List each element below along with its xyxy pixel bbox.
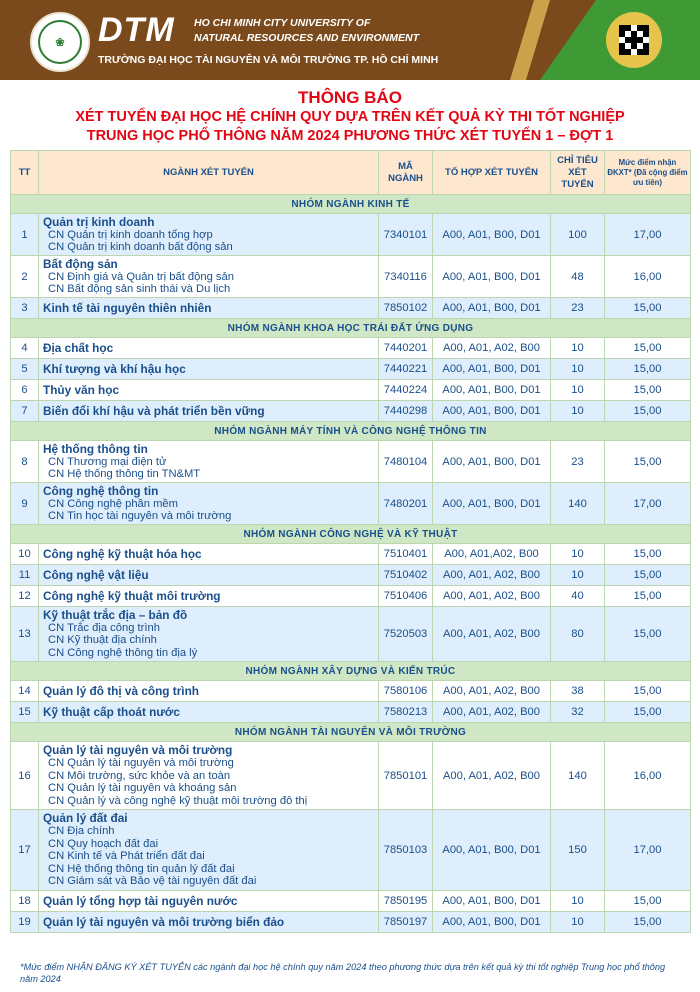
- table-row: [11, 742, 691, 810]
- min-score: 15,00: [605, 565, 691, 586]
- major-name: Kỹ thuật cấp thoát nước: [43, 704, 180, 719]
- specialization: CN Định giá và Quản trị bất động sản: [48, 270, 234, 283]
- major-cell: [39, 891, 379, 912]
- specialization: CN Quy hoạch đất đai: [48, 837, 159, 850]
- subject-combo: A00, A01, A02, B00: [433, 742, 551, 810]
- group-header-row: [11, 195, 691, 214]
- subject-combo: A00, A01, A02, B00: [433, 607, 551, 662]
- min-score: 15,00: [605, 702, 691, 723]
- major-code: 7850101: [379, 742, 433, 810]
- min-score: 15,00: [605, 401, 691, 422]
- table-row: [11, 681, 691, 702]
- table-row: [11, 702, 691, 723]
- major-cell: [39, 912, 379, 933]
- group-header-row: [11, 525, 691, 544]
- major-code: 7850197: [379, 912, 433, 933]
- major-code: 7510402: [379, 565, 433, 586]
- min-score: 15,00: [605, 359, 691, 380]
- major-code: 7510401: [379, 544, 433, 565]
- quota: 10: [551, 401, 605, 422]
- quota: 10: [551, 565, 605, 586]
- major-name: Quản lý đô thị và công trình: [43, 683, 199, 698]
- min-score: 17,00: [605, 483, 691, 525]
- table-row: [11, 441, 691, 483]
- major-code: 7580213: [379, 702, 433, 723]
- group-header-row: [11, 723, 691, 742]
- row-number: 11: [11, 565, 39, 586]
- university-name-en: [194, 16, 419, 46]
- subject-combo: A00, A01,A02, B00: [433, 544, 551, 565]
- specialization: CN Thương mại điện tử: [48, 455, 167, 468]
- row-number: 12: [11, 586, 39, 607]
- min-score: 15,00: [605, 380, 691, 401]
- major-code: 7440298: [379, 401, 433, 422]
- specialization: CN Quản lý tài nguyên và khoáng sản: [48, 782, 237, 794]
- min-score: 15,00: [605, 544, 691, 565]
- subject-combo: A00, A01, B00, D01: [433, 380, 551, 401]
- major-code: 7510406: [379, 586, 433, 607]
- min-score: 15,00: [605, 891, 691, 912]
- major-code: 7480201: [379, 483, 433, 525]
- header-tt: TT: [11, 151, 39, 195]
- quota: 10: [551, 891, 605, 912]
- specialization: CN Công nghệ thông tin địa lý: [48, 646, 198, 659]
- row-number: 9: [11, 483, 39, 525]
- major-name: Khí tượng và khí hậu học: [43, 361, 186, 376]
- row-number: 1: [11, 214, 39, 256]
- subject-combo: A00, A01, B00, D01: [433, 891, 551, 912]
- subject-combo: A00, A01, A02, B00: [433, 702, 551, 723]
- table-row: [11, 565, 691, 586]
- group-header-row: [11, 422, 691, 441]
- row-number: 13: [11, 607, 39, 662]
- group-header-row: [11, 662, 691, 681]
- title-line1: THÔNG BÁO: [298, 88, 402, 107]
- admission-table: [10, 150, 691, 933]
- quota: 80: [551, 607, 605, 662]
- major-cell: [39, 483, 379, 525]
- group-name: NHÓM NGÀNH MÁY TÍNH VÀ CÔNG NGHỆ THÔNG TIN: [11, 422, 691, 441]
- table-row: [11, 214, 691, 256]
- title-line2: XÉT TUYỂN ĐẠI HỌC HỆ CHÍNH QUY DỰA TRÊN KẾT QUẢ KỲ THI TỐT NGHIỆP: [75, 109, 625, 125]
- major-name: Hệ thống thông tin: [43, 441, 148, 456]
- major-cell: [39, 380, 379, 401]
- university-name-vn: TRƯỜNG ĐẠI HỌC TÀI NGUYÊN VÀ MÔI TRƯỜNG TP. HỒ CHÍ MINH: [98, 54, 439, 66]
- min-score: 15,00: [605, 441, 691, 483]
- major-cell: [39, 359, 379, 380]
- specialization: CN Tin học tài nguyên và môi trường: [48, 510, 232, 522]
- subject-combo: A00, A01, A02, B00: [433, 338, 551, 359]
- min-score: 15,00: [605, 912, 691, 933]
- table-header-row: [11, 151, 691, 195]
- major-name: Quản trị kinh doanh: [43, 214, 155, 229]
- major-cell: [39, 607, 379, 662]
- row-number: 3: [11, 298, 39, 319]
- specialization: CN Hệ thống thông tin TN&MT: [48, 468, 201, 480]
- table-row: [11, 359, 691, 380]
- specialization: CN Kinh tế và Phát triển đất đai: [48, 850, 205, 863]
- major-code: 7850195: [379, 891, 433, 912]
- major-name: Công nghệ thông tin: [43, 483, 159, 498]
- announcement-title: [0, 88, 700, 146]
- row-number: 6: [11, 380, 39, 401]
- min-score: 15,00: [605, 607, 691, 662]
- group-name: NHÓM NGÀNH KHOA HỌC TRÁI ĐẤT ỨNG DỤNG: [11, 319, 691, 338]
- subject-combo: A00, A01, B00, D01: [433, 810, 551, 891]
- major-code: 7340101: [379, 214, 433, 256]
- group-name: NHÓM NGÀNH TÀI NGUYÊN VÀ MÔI TRƯỜNG: [11, 723, 691, 742]
- major-code: 7440224: [379, 380, 433, 401]
- major-name: Thủy văn học: [43, 382, 120, 397]
- row-number: 17: [11, 810, 39, 891]
- header-code: MÃ NGÀNH: [379, 151, 433, 195]
- major-cell: [39, 256, 379, 298]
- major-code: 7480104: [379, 441, 433, 483]
- specialization: CN Quản lý và công nghệ kỹ thuật môi trường đô thị: [48, 794, 308, 807]
- major-name: Kỹ thuật trắc địa – bản đồ: [43, 607, 188, 622]
- major-cell: [39, 214, 379, 256]
- row-number: 15: [11, 702, 39, 723]
- subject-combo: A00, A01, A02, B00: [433, 565, 551, 586]
- major-code: 7340116: [379, 256, 433, 298]
- footnote: *Mức điểm NHẬN ĐĂNG KÝ XÉT TUYỂN các ngành đại học hệ chính quy năm 2024 theo phương thức dựa trên kết quả kỳ thi tốt nghiệp Trung học phổ thông năm 2024: [20, 962, 666, 984]
- major-name: Biến đổi khí hậu và phát triển bền vững: [43, 403, 265, 418]
- group-name: NHÓM NGÀNH CÔNG NGHỆ VÀ KỸ THUẬT: [11, 525, 691, 544]
- quota: 40: [551, 586, 605, 607]
- table-row: [11, 544, 691, 565]
- row-number: 16: [11, 742, 39, 810]
- table-row: [11, 912, 691, 933]
- quota: 140: [551, 742, 605, 810]
- subject-combo: A00, A01, B00, D01: [433, 298, 551, 319]
- row-number: 4: [11, 338, 39, 359]
- specialization: CN Trắc địa công trình: [48, 621, 160, 634]
- decorative-stripe: [510, 0, 550, 80]
- quota: 38: [551, 681, 605, 702]
- subject-combo: A00, A01, B00, D01: [433, 483, 551, 525]
- specialization: CN Kỹ thuật địa chính: [48, 634, 157, 647]
- row-number: 5: [11, 359, 39, 380]
- major-name: Quản lý tài nguyên và môi trường: [43, 743, 233, 757]
- row-number: 18: [11, 891, 39, 912]
- major-cell: [39, 702, 379, 723]
- row-number: 10: [11, 544, 39, 565]
- table-row: [11, 380, 691, 401]
- quota: 32: [551, 702, 605, 723]
- subject-combo: A00, A01, A02, B00: [433, 681, 551, 702]
- min-score: 16,00: [605, 742, 691, 810]
- quota: 150: [551, 810, 605, 891]
- table-row: [11, 298, 691, 319]
- major-name: Kinh tế tài nguyên thiên nhiên: [43, 300, 212, 315]
- major-name: Địa chất học: [43, 340, 114, 355]
- row-number: 7: [11, 401, 39, 422]
- quota: 10: [551, 359, 605, 380]
- university-logo: ❀: [30, 12, 90, 72]
- major-cell: [39, 586, 379, 607]
- subject-combo: A00, A01, B00, D01: [433, 256, 551, 298]
- subject-combo: A00, A01, A02, B00: [433, 586, 551, 607]
- quota: 10: [551, 544, 605, 565]
- table-row: [11, 483, 691, 525]
- row-number: 2: [11, 256, 39, 298]
- group-name: NHÓM NGÀNH XÂY DỰNG VÀ KIẾN TRÚC: [11, 662, 691, 681]
- major-cell: [39, 441, 379, 483]
- specialization: CN Công nghệ phần mềm: [48, 497, 178, 510]
- group-header-row: [11, 319, 691, 338]
- university-name-en-line2: NATURAL RESOURCES AND ENVIRONMENT: [194, 32, 419, 44]
- table-row: [11, 607, 691, 662]
- quota: 10: [551, 380, 605, 401]
- min-score: 15,00: [605, 298, 691, 319]
- table-row: [11, 891, 691, 912]
- major-cell: [39, 401, 379, 422]
- table-row: [11, 401, 691, 422]
- specialization: CN Môi trường, sức khỏe và an toàn: [48, 769, 231, 782]
- major-name: Công nghệ kỹ thuật hóa học: [43, 546, 202, 561]
- table-row: [11, 256, 691, 298]
- major-cell: [39, 298, 379, 319]
- major-code: 7850103: [379, 810, 433, 891]
- university-name-en-line1: HO CHI MINH CITY UNIVERSITY OF: [194, 17, 371, 29]
- title-line3: TRUNG HỌC PHỔ THÔNG NĂM 2024 PHƯƠNG THỨC XÉT TUYỂN 1 – ĐỢT 1: [86, 128, 614, 144]
- row-number: 19: [11, 912, 39, 933]
- header-banner: [0, 0, 700, 80]
- subject-combo: A00, A01, B00, D01: [433, 214, 551, 256]
- table-row: [11, 338, 691, 359]
- major-code: 7440221: [379, 359, 433, 380]
- header-score: Mức điểm nhận ĐKXT* (Đã cộng điểm ưu tiên): [605, 151, 691, 195]
- major-code: 7850102: [379, 298, 433, 319]
- quota: 23: [551, 441, 605, 483]
- group-name: NHÓM NGÀNH KINH TẾ: [11, 195, 691, 214]
- quota: 10: [551, 912, 605, 933]
- specialization: CN Giám sát và Bảo vệ tài nguyên đất đai: [48, 875, 257, 888]
- specialization: CN Địa chính: [48, 825, 115, 838]
- quota: 48: [551, 256, 605, 298]
- major-name: Công nghệ vật liệu: [43, 567, 149, 582]
- row-number: 8: [11, 441, 39, 483]
- subject-combo: A00, A01, B00, D01: [433, 359, 551, 380]
- header-quota: CHỈ TIÊU XÉT TUYỂN: [551, 151, 605, 195]
- specialization: CN Quản trị kinh doanh bất động sản: [48, 241, 233, 253]
- quota: 140: [551, 483, 605, 525]
- quota: 100: [551, 214, 605, 256]
- qr-code-icon: [606, 12, 662, 68]
- subject-combo: A00, A01, B00, D01: [433, 401, 551, 422]
- min-score: 17,00: [605, 214, 691, 256]
- quota: 23: [551, 298, 605, 319]
- specialization: CN Hệ thống thông tin quản lý đất đai: [48, 862, 235, 875]
- table-row: [11, 586, 691, 607]
- major-cell: [39, 338, 379, 359]
- major-cell: [39, 565, 379, 586]
- min-score: 17,00: [605, 810, 691, 891]
- major-name: Bất động sản: [43, 256, 118, 271]
- table-row: [11, 810, 691, 891]
- major-code: 7520503: [379, 607, 433, 662]
- min-score: 16,00: [605, 256, 691, 298]
- quota: 10: [551, 338, 605, 359]
- subject-combo: A00, A01, B00, D01: [433, 912, 551, 933]
- min-score: 15,00: [605, 586, 691, 607]
- major-cell: [39, 810, 379, 891]
- subject-combo: A00, A01, B00, D01: [433, 441, 551, 483]
- min-score: 15,00: [605, 338, 691, 359]
- specialization: CN Quản trị kinh doanh tổng hợp: [48, 228, 213, 241]
- major-cell: [39, 681, 379, 702]
- header-combo: TỔ HỢP XÉT TUYỂN: [433, 151, 551, 195]
- specialization: CN Quản lý tài nguyên và môi trường: [48, 757, 234, 769]
- major-code: 7440201: [379, 338, 433, 359]
- major-name: Quản lý tài nguyên và môi trường biển đảo: [43, 914, 285, 929]
- major-cell: [39, 544, 379, 565]
- specialization: CN Bất động sản sinh thái và Du lịch: [48, 283, 231, 295]
- row-number: 14: [11, 681, 39, 702]
- brand-name: DTM: [98, 11, 175, 49]
- major-name: Công nghệ kỹ thuật môi trường: [43, 588, 221, 603]
- major-name: Quản lý tổng hợp tài nguyên nước: [43, 893, 238, 908]
- header-major: NGÀNH XÉT TUYỂN: [39, 151, 379, 195]
- major-code: 7580106: [379, 681, 433, 702]
- min-score: 15,00: [605, 681, 691, 702]
- major-name: Quản lý đất đai: [43, 811, 128, 826]
- major-cell: [39, 742, 379, 810]
